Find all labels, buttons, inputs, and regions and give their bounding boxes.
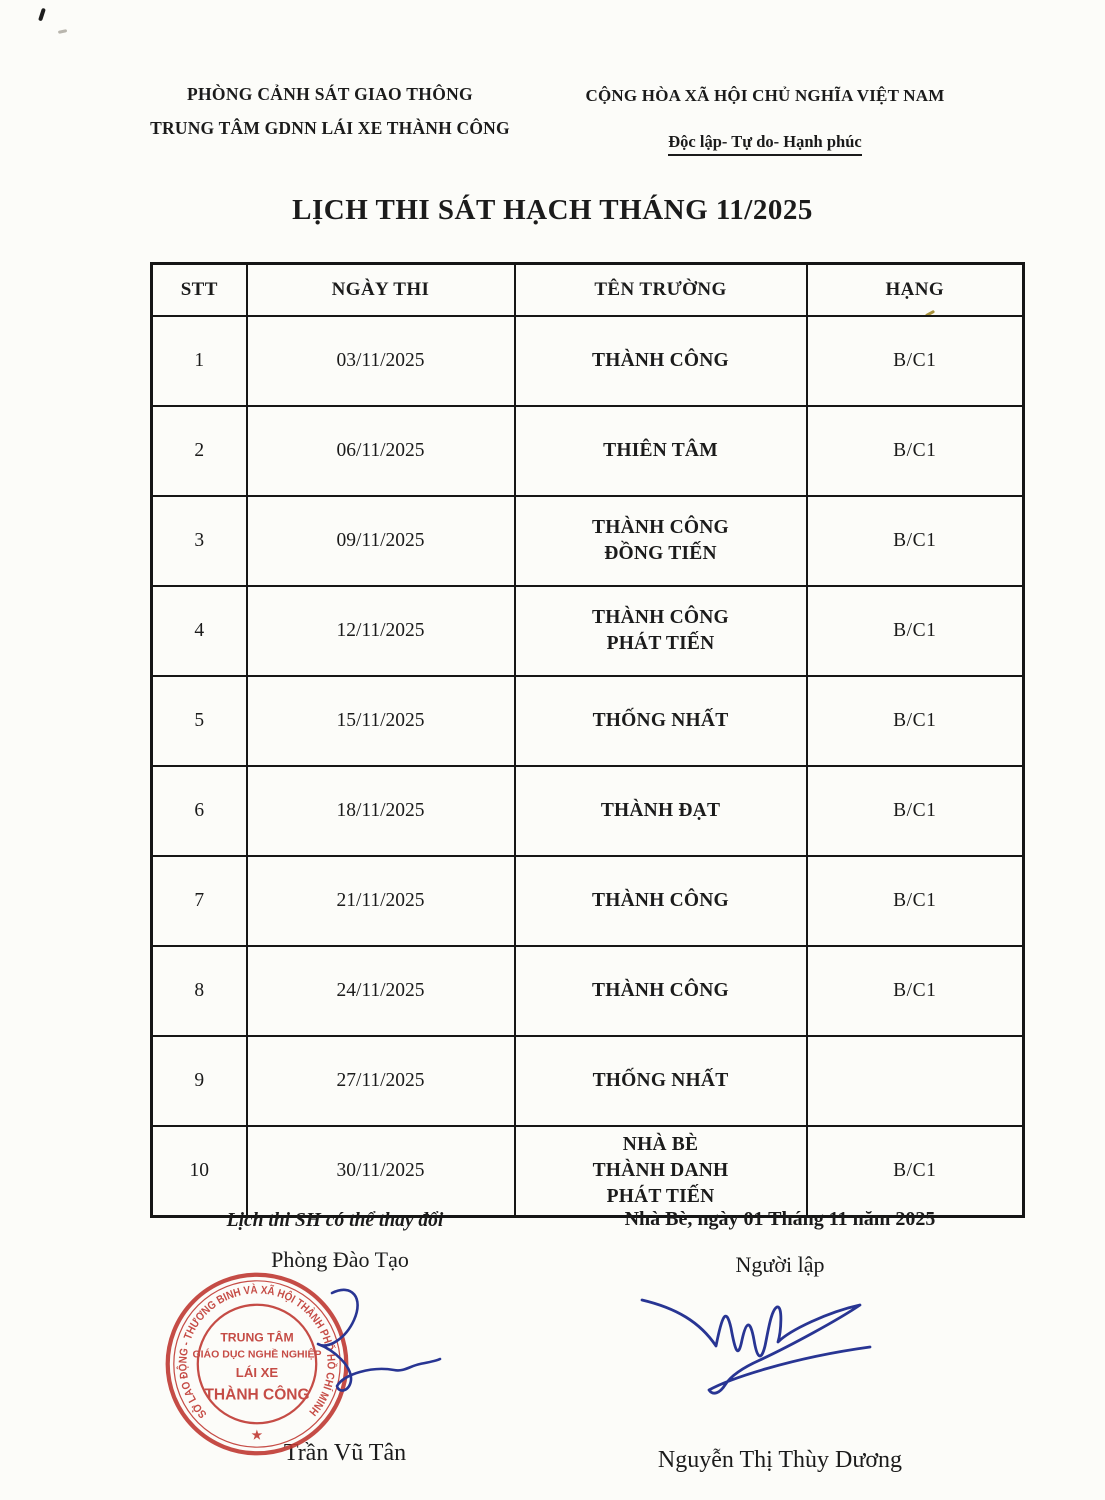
- cell-date: 18/11/2025: [247, 766, 515, 856]
- org-left-line1: PHÒNG CẢNH SÁT GIAO THÔNG: [187, 84, 473, 104]
- cell-hang: [807, 1036, 1024, 1126]
- cell-date: 03/11/2025: [247, 316, 515, 406]
- signer-left-name: Trần Vũ Tân: [283, 1440, 407, 1466]
- cell-date: 30/11/2025: [247, 1126, 515, 1217]
- school-line: THÀNH CÔNG: [592, 979, 729, 1001]
- cell-hang: B/C1: [807, 676, 1024, 766]
- school-line: THỐNG NHẤT: [592, 1069, 729, 1091]
- cell-hang: B/C1: [807, 496, 1024, 586]
- signature-right: [642, 1300, 870, 1393]
- cell-stt: 3: [152, 496, 247, 586]
- school-line: THÀNH CÔNG: [592, 516, 729, 538]
- table-row: [152, 946, 1024, 1036]
- page-title: LỊCH THI SÁT HẠCH THÁNG 11/2025: [292, 194, 813, 226]
- cell-school: [515, 1036, 807, 1126]
- header-date: NGÀY THI: [247, 264, 515, 317]
- cell-hang: B/C1: [807, 856, 1024, 946]
- cell-date: 15/11/2025: [247, 676, 515, 766]
- table-row: [152, 586, 1024, 676]
- ink-mark: [38, 8, 45, 21]
- cell-date: 12/11/2025: [247, 586, 515, 676]
- schedule-table-body: [152, 316, 1024, 1217]
- table-row: [152, 1036, 1024, 1126]
- cell-hang: B/C1: [807, 1126, 1024, 1217]
- cell-date: 24/11/2025: [247, 946, 515, 1036]
- schedule-note: Lịch thi SH có thể thay đổi: [226, 1210, 444, 1231]
- cell-date: 27/11/2025: [247, 1036, 515, 1126]
- school-line: NHÀ BÈ: [622, 1133, 699, 1155]
- cell-school: [515, 946, 807, 1036]
- cell-stt: 8: [152, 946, 247, 1036]
- org-left-line2: TRUNG TÂM GDNN LÁI XE THÀNH CÔNG: [150, 118, 510, 138]
- school-line: THÀNH CÔNG: [592, 606, 729, 628]
- cell-stt: 5: [152, 676, 247, 766]
- table-row: [152, 766, 1024, 856]
- cell-school: [515, 856, 807, 946]
- stamp-center-line-3: LÁI XE: [235, 1365, 279, 1381]
- table-header-row: [152, 264, 1024, 317]
- school-line: THỐNG NHẤT: [592, 709, 729, 731]
- cell-stt: 6: [152, 766, 247, 856]
- cell-hang: B/C1: [807, 766, 1024, 856]
- cell-school: [515, 766, 807, 856]
- signer-role-label: Người lập: [735, 1252, 825, 1277]
- stamp-center-line-1: TRUNG TÂM: [220, 1330, 294, 1345]
- cell-stt: 7: [152, 856, 247, 946]
- header-stt: STT: [152, 264, 247, 317]
- cell-hang: B/C1: [807, 946, 1024, 1036]
- stamp-star-icon: ★: [251, 1428, 263, 1443]
- school-line: THÀNH CÔNG: [592, 889, 729, 911]
- cell-hang: B/C1: [807, 316, 1024, 406]
- cell-school: [515, 586, 807, 676]
- org-header-right: [575, 86, 955, 156]
- signatures-layer: [0, 1180, 1105, 1500]
- header-hang: HẠNG: [807, 264, 1024, 317]
- table-row: [152, 856, 1024, 946]
- school-line: PHÁT TIẾN: [606, 1186, 715, 1208]
- signature-left: [318, 1290, 440, 1391]
- ink-speck: [58, 29, 67, 33]
- school-line: PHÁT TIẾN: [606, 633, 715, 654]
- cell-date: 06/11/2025: [247, 406, 515, 496]
- cell-hang: B/C1: [807, 406, 1024, 496]
- signer-right-name: Nguyễn Thị Thùy Dương: [657, 1447, 903, 1473]
- cell-date: 21/11/2025: [247, 856, 515, 946]
- stamp-center-line-4: THÀNH CÔNG: [204, 1386, 310, 1404]
- table-row: [152, 676, 1024, 766]
- school-line: ĐỒNG TIẾN: [604, 543, 717, 564]
- schedule-table: [150, 262, 1025, 1218]
- cell-date: 09/11/2025: [247, 496, 515, 586]
- cell-school: [515, 316, 807, 406]
- school-line: THÀNH CÔNG: [592, 349, 729, 371]
- cell-hang: B/C1: [807, 586, 1024, 676]
- cell-school: [515, 676, 807, 766]
- cell-stt: 4: [152, 586, 247, 676]
- place-date-line: Nhà Bè, ngày 01 Tháng 11 năm 2025: [624, 1208, 936, 1230]
- stamp-center-line-2: GIÁO DỤC NGHỀ NGHIỆP: [192, 1348, 322, 1361]
- org-header-left: [150, 84, 510, 139]
- stamp-ring-text: SỞ LAO ĐỘNG - THƯƠNG BINH VÀ XÃ HỘI THÀNH PHỐ HỒ CHÍ MINH: [177, 1284, 337, 1421]
- cell-stt: 10: [152, 1126, 247, 1217]
- table-row: [152, 316, 1024, 406]
- table-row: [152, 496, 1024, 586]
- school-line: THIÊN TÂM: [603, 439, 718, 461]
- header-school: TÊN TRƯỜNG: [515, 264, 807, 317]
- school-line: THÀNH DANH: [592, 1159, 729, 1181]
- cell-stt: 1: [152, 316, 247, 406]
- school-line: THÀNH ĐẠT: [600, 799, 721, 821]
- cell-school: [515, 496, 807, 586]
- cell-stt: 2: [152, 406, 247, 496]
- cell-stt: 9: [152, 1036, 247, 1126]
- table-row: [152, 406, 1024, 496]
- org-right-line2: Độc lập- Tự do- Hạnh phúc: [668, 132, 861, 156]
- cell-school: [515, 406, 807, 496]
- org-right-line1: CỘNG HÒA XÃ HỘI CHỦ NGHĨA VIỆT NAM: [585, 86, 945, 105]
- department-label: Phòng Đào Tạo: [271, 1247, 409, 1272]
